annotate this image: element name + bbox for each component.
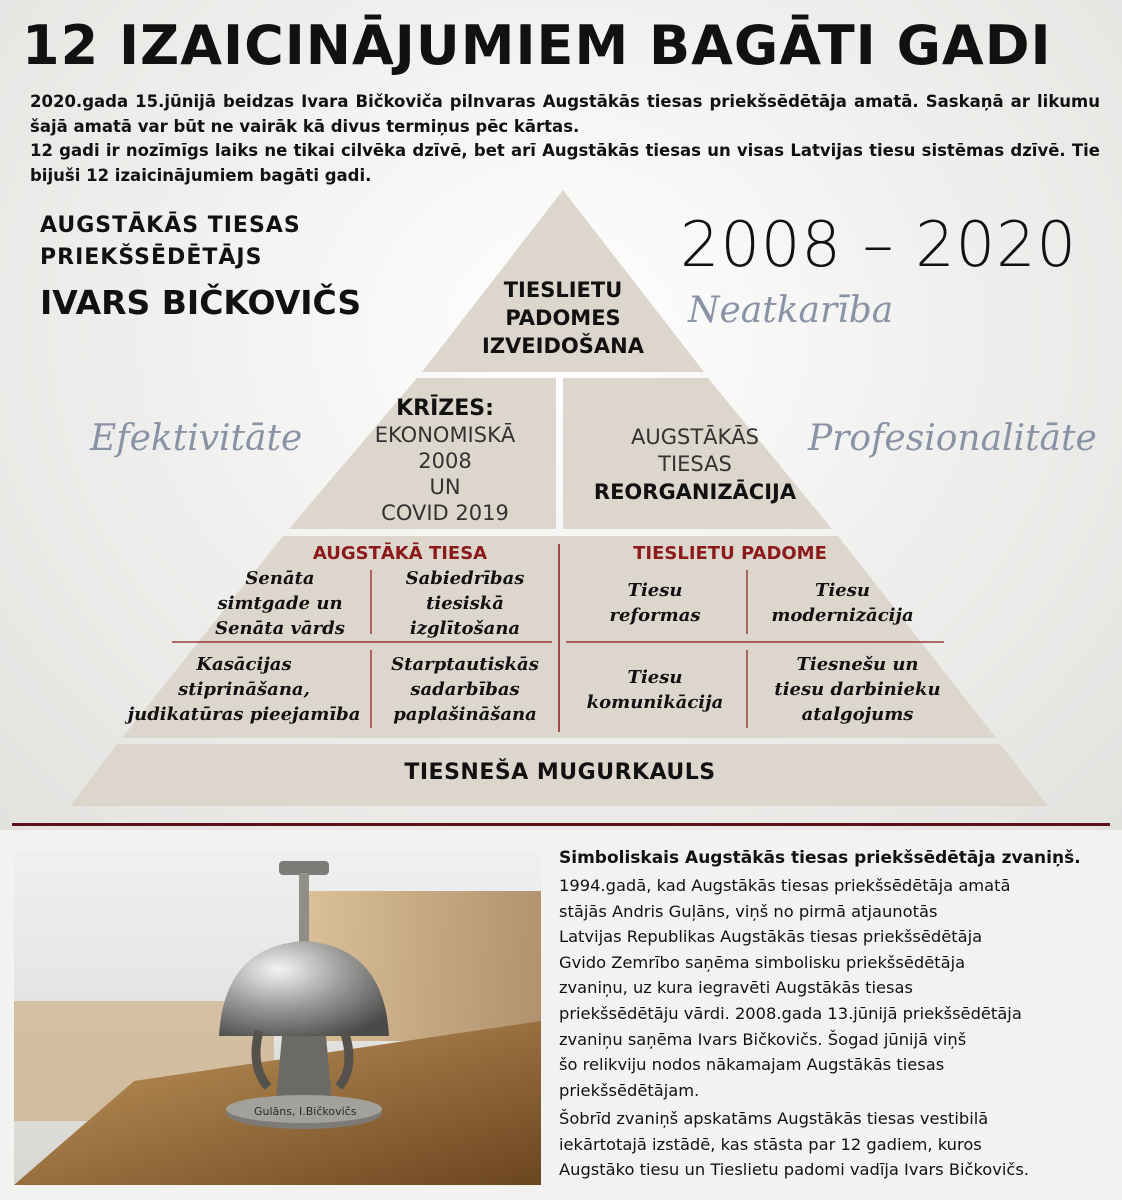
cell-line: Senāta (245, 568, 315, 589)
bell-inscription: Gulāns, I.Bičkovičs (254, 1105, 357, 1118)
crisis-line: UN (429, 475, 461, 499)
pyramid-base-text: TIESNEŠA MUGURKAULS (404, 760, 716, 785)
cell-line: paplašināšana (393, 704, 537, 725)
caption-line: 1994.gadā, kad Augstākās tiesas priekšsēdētāja amatā (559, 876, 1011, 895)
crisis-heading: KRĪZES: (396, 396, 494, 421)
mid-right-block (565, 424, 825, 506)
caption-line: priekšsēdētāju vārdi. 2008.gada 13.jūnijā priekšsēdētāja (559, 1003, 1022, 1023)
caption-line: Šobrīd zvaniņš apskatāms Augstākās tiesas vestibilā (559, 1109, 989, 1128)
cell-line: Kasācijas (196, 654, 292, 675)
cell-line: izglītošana (409, 618, 521, 639)
caption-line: iekārtotajā izstādē, kas stāsta par 12 gadiem, kuros (559, 1134, 982, 1154)
cell-line: komunikācija (586, 692, 724, 713)
caption-line: Latvijas Republikas Augstākās tiesas priekšsēdētāja (559, 927, 983, 947)
section-separator (12, 823, 1110, 826)
cell-line: atalgojums (801, 704, 914, 725)
value-efektivitate: Efektivitāte (90, 418, 303, 459)
cell-line: tiesu darbinieku (774, 679, 941, 700)
caption-line: priekšsēdētājam. (559, 1080, 700, 1100)
cell-line: sadarbības (410, 679, 520, 700)
caption-line: stājās Andris Guļāns, viņš no pirmā atjaunotās (559, 901, 938, 921)
cell-kasacijas (118, 652, 370, 727)
value-profesionalitate: Profesionalitāte (808, 418, 1097, 459)
cell-senata-simtgade (190, 566, 370, 641)
cell-line: tiesiskā (426, 593, 504, 614)
caption-line: šo relikviju nodos nākamajam Augstākās tiesas (559, 1055, 945, 1075)
caption-paragraph-1 (559, 873, 1104, 1103)
cell-line: Starptautiskās (391, 654, 539, 675)
cell-line: reformas (609, 605, 701, 626)
cell-line: Senāta vārds (215, 618, 345, 639)
cell-line: Tiesu (815, 580, 870, 601)
reorg-heading: REORGANIZĀCIJA (593, 480, 797, 504)
cell-starptautiskas (375, 652, 555, 727)
cell-line: Tiesu (627, 580, 683, 601)
crisis-line: EKONOMISKĀ (374, 423, 516, 447)
caption-line: zvaniņu saņēma Ivars Bičkovičs. Šogad jūnijā viņš (559, 1029, 967, 1049)
cell-tiesu-komunikacija (565, 665, 745, 715)
caption-title: Simboliskais Augstākās tiesas priekšsēdētāja zvaniņš. (559, 848, 1081, 868)
president-title-line2: PRIEKŠSĒDĒTĀJS (40, 245, 263, 270)
cell-line: modernizācija (771, 605, 914, 626)
years-range: 2008 – 2020 (680, 208, 1077, 281)
cell-atalgojums (750, 652, 965, 727)
apex-line: IZVEIDOŠANA (482, 334, 644, 358)
page-title: 12 IZAICINĀJUMIEM BAGĀTI GADI (22, 14, 1052, 77)
apex-text (463, 276, 663, 360)
president-title-line1: AUGSTĀKĀS TIESAS (40, 213, 301, 238)
crisis-line: COVID 2019 (381, 501, 509, 525)
reorg-line: AUGSTĀKĀS (631, 425, 759, 449)
cell-line: simtgade un (217, 593, 343, 614)
apex-line: TIESLIETU (503, 278, 623, 302)
crisis-line: 2008 (418, 449, 472, 473)
bell-photo (14, 851, 541, 1185)
cell-line: Sabiedrības (405, 568, 525, 589)
cell-sabiedribas-izglitosana (375, 566, 555, 641)
cell-line: Tiesnešu un (796, 654, 919, 675)
cell-tiesu-reformas (565, 578, 745, 628)
value-neatkariba: Neatkarība (688, 290, 894, 331)
caption-line: Gvido Zemrībo saņēma simbolisku priekšsēdētāja (559, 952, 966, 972)
cell-line: stiprināšana, (178, 679, 310, 700)
tieslietu-padome-heading: TIESLIETU PADOME (633, 543, 827, 564)
caption-paragraph-2 (559, 1106, 1104, 1183)
mid-left-block (340, 396, 550, 526)
cell-tiesu-modernizacija (750, 578, 935, 628)
reorg-line: TIESAS (658, 452, 732, 476)
apex-line: PADOMES (505, 306, 621, 330)
intro-paragraph-2: 12 gadi ir nozīmīgs laiks ne tikai cilvēka dzīvē, bet arī Augstākās tiesas un visas Latvijas tiesu sistēmas dzīvē. Tie bijuši 12 izaicinājumiem bagāti gadi. (30, 141, 1100, 185)
cell-line: Tiesu (627, 667, 683, 688)
augstaka-tiesa-heading: AUGSTĀKĀ TIESA (312, 543, 488, 564)
caption-line: zvaniņu, uz kura iegravēti Augstākās tiesas (559, 978, 913, 998)
president-name: IVARS BIČKOVIČS (40, 283, 362, 322)
intro-paragraph-1: 2020.gada 15.jūnijā beidzas Ivara Bičkoviča pilnvaras Augstākās tiesas priekšsēdētāja amatā. Saskaņā ar likumu šajā amatā var būt ne vairāk kā divus termiņus pēc kārtas. (30, 92, 1100, 136)
cell-line: judikatūras pieejamība (127, 704, 361, 725)
caption-line: Augstāko tiesu un Tieslietu padomi vadīja Ivars Bičkovičs. (559, 1160, 1030, 1180)
